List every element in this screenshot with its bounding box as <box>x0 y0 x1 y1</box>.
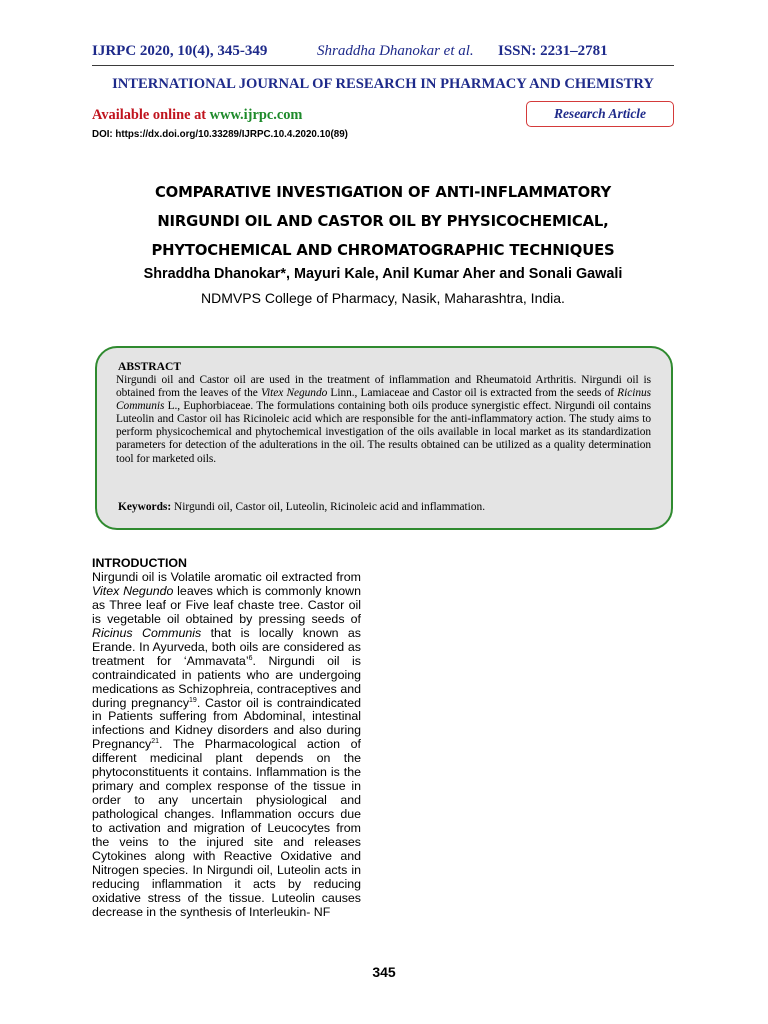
journal-name: INTERNATIONAL JOURNAL OF RESEARCH IN PHARMACY AND CHEMISTRY <box>112 76 654 92</box>
page-number: 345 <box>372 964 396 980</box>
article-type-label: Research Article <box>553 106 647 121</box>
available-label: Available online at <box>92 107 210 123</box>
keywords-line <box>118 501 485 513</box>
intro-span: leaves which is commonly known as Three leaf or Five leaf chaste tree. Castor oil is vegetable oil obtained by pressing seeds of <box>92 583 362 626</box>
introduction-heading: INTRODUCTION <box>92 556 187 570</box>
article-type-badge <box>526 101 674 127</box>
abstract-text <box>116 374 651 466</box>
abstract-span: L., Euphorbiaceae. The formulations containing both oils produce synergistic effect. Nirgundi oil contains Luteolin and Castor oil has Ricinoleic acid which are responsible for the anti-inflammatory action. The study aims to perform physicochemical and phytochemical investigation of the oils available in local market as its standardization parameters for detection of the adulterations in the oil. The results obtained can be utilized as a quality determination tool for marketed oils. <box>116 400 651 465</box>
header-divider <box>92 65 674 66</box>
title-line: PHYTOCHEMICAL AND CHROMATOGRAPHIC TECHNIQUES <box>151 242 615 259</box>
species-name: Ricinus Communis <box>116 387 651 413</box>
availability-line <box>92 107 302 124</box>
species-name: Ricinus Communis <box>92 625 202 640</box>
intro-span: . Castor oil is contraindicated in Patients suffering from Abdominal, intestinal infections and Kidney disorders and also during Pregnancy <box>92 695 362 752</box>
doi-link[interactable]: DOI: https://dx.doi.org/10.33289/IJRPC.10.4.2020.10(89) <box>92 129 348 140</box>
title-line: COMPARATIVE INVESTIGATION OF ANTI-INFLAMMATORY <box>154 184 612 201</box>
citation-ref[interactable]: 21 <box>151 738 160 746</box>
intro-span: Nirgundi oil is Volatile aromatic oil extracted from <box>92 569 361 584</box>
intro-span: . The Pharmacological action of different medicinal plant depends on the phytoconstituents it contains. Inflammation is the primary and complex response of the tissue in order to any uncertain physiological and pathological changes. Inflammation occurs due to activation and migration of Leucocytes from the veins to the injured site and releases Cytokines along with Reactive Oxidative and Nitrogen species. In Nirgundi oil, Luteolin acts in reducing inflammation it acts by reducing oxidative stress of the tissue. Luteolin causes decrease in the synthesis of Interleukin- NF <box>92 737 361 919</box>
keywords-text: Nirgundi oil, Castor oil, Luteolin, Ricinoleic acid and inflammation. <box>171 501 486 513</box>
author-list: Shraddha Dhanokar*, Mayuri Kale, Anil Kumar Aher and Sonali Gawali <box>143 266 623 282</box>
citation: IJRPC 2020, 10(4), 345-349 <box>92 43 268 59</box>
species-name: Vitex Negundo <box>92 583 174 598</box>
running-author: Shraddha Dhanokar et al. <box>317 43 474 59</box>
species-name: Vitex Negundo <box>260 387 328 400</box>
keywords-label: Keywords: <box>118 501 172 513</box>
introduction-paragraph <box>92 571 361 920</box>
abstract-span: Nirgundi oil and Castor oil are used in the treatment of inflammation and Rheumatoid Arthritis. Nirgundi oil is obtained from the leaves of the <box>116 374 651 400</box>
journal-url-link[interactable]: www.ijrpc.com <box>209 107 303 123</box>
left-column <box>92 557 361 920</box>
abstract-span: Linn., Lamiaceae and Castor oil is extracted from the seeds of <box>327 387 618 400</box>
issn: ISSN: 2231–2781 <box>498 43 608 59</box>
citation-ref[interactable]: 6 <box>248 654 253 662</box>
paper-title <box>92 178 674 265</box>
affiliation: NDMVPS College of Pharmacy, Nasik, Maharashtra, India. <box>201 290 565 306</box>
intro-span: . Nirgundi oil is contraindicated in patients who are undergoing medications as Schizophreia, contraceptives and during pregnancy <box>92 653 361 710</box>
title-line: NIRGUNDI OIL AND CASTOR OIL BY PHYSICOCHEMICAL, <box>157 213 609 230</box>
abstract-heading: ABSTRACT <box>118 360 182 373</box>
intro-span: that is locally known as Erande. In Ayurveda, both oils are considered as treatment for ‘Ammavata’ <box>92 625 361 668</box>
running-header <box>92 43 674 63</box>
citation-ref[interactable]: 19 <box>189 696 197 704</box>
